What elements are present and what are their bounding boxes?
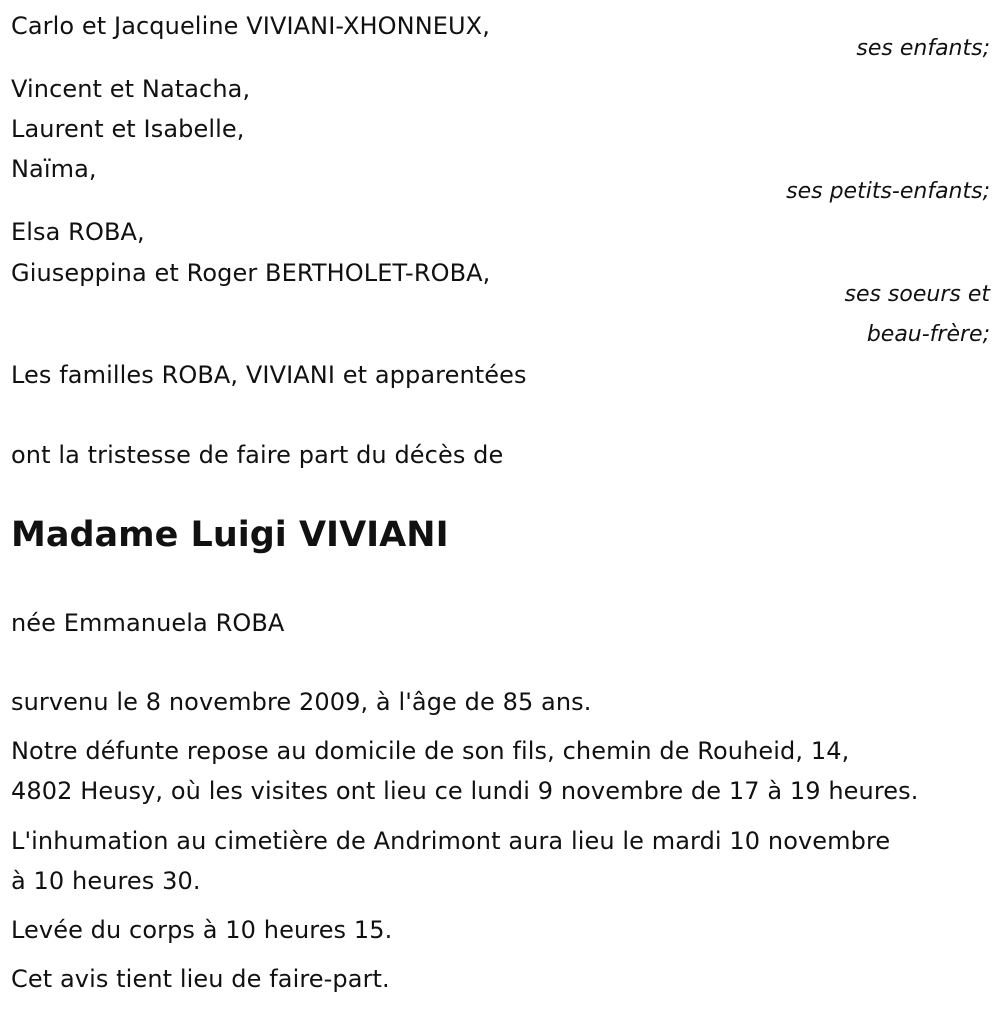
family-name-line: Giuseppina et Roger BERTHOLET-ROBA, (11, 259, 491, 287)
announcement-line: ont la tristesse de faire part du décès de (11, 441, 504, 469)
relation-label-children: ses enfants; (856, 36, 990, 61)
maiden-name: née Emmanuela ROBA (11, 609, 285, 637)
family-name-line: Naïma, (11, 155, 97, 183)
detail-line-burial-time: à 10 heures 30. (11, 867, 201, 895)
detail-line-date: survenu le 8 novembre 2009, à l'âge de 85 ans. (11, 688, 592, 716)
relation-label-sisters: ses soeurs et (844, 282, 990, 307)
family-name-line: Carlo et Jacqueline VIVIANI-XHONNEUX, (11, 12, 490, 40)
relation-label-brother-in-law: beau-frère; (866, 322, 990, 347)
families-line: Les familles ROBA, VIVIANI et apparentées (11, 361, 527, 389)
family-name-line: Vincent et Natacha, (11, 75, 251, 103)
detail-line-closing: Cet avis tient lieu de faire-part. (11, 965, 390, 993)
detail-line-levee: Levée du corps à 10 heures 15. (11, 916, 393, 944)
deceased-name: Madame Luigi VIVIANI (11, 515, 449, 555)
family-name-line: Laurent et Isabelle, (11, 115, 245, 143)
family-name-line: Elsa ROBA, (11, 218, 145, 246)
detail-line-visits: 4802 Heusy, où les visites ont lieu ce lundi 9 novembre de 17 à 19 heures. (11, 777, 919, 805)
detail-line-burial: L'inhumation au cimetière de Andrimont aura lieu le mardi 10 novembre (11, 827, 891, 855)
relation-label-grandchildren: ses petits-enfants; (786, 179, 990, 204)
detail-line-repose: Notre défunte repose au domicile de son fils, chemin de Rouheid, 14, (11, 737, 850, 765)
